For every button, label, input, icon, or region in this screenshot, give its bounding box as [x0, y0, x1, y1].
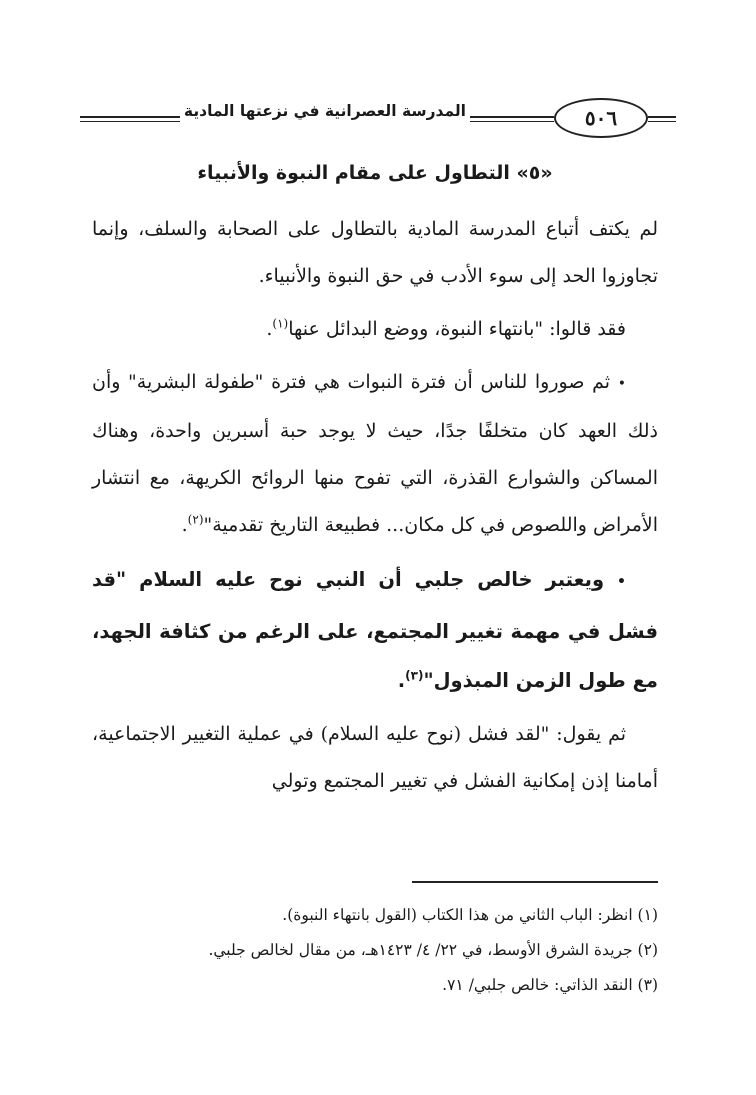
footnote-separator	[412, 881, 658, 883]
footnote-ref-1[interactable]: (١)	[272, 316, 289, 331]
section-heading	[92, 162, 658, 184]
header-rule-left	[80, 116, 180, 118]
footnote-1: (١) انظر: الباب الثاني من هذا الكتاب (القول بانتهاء النبوة).	[282, 906, 658, 924]
footnote-2: (٢) جريدة الشرق الأوسط، في ٢٢/ ٤/ ١٤٢٣هـ، من مقال لخالص جلبي.	[208, 941, 658, 959]
paragraph-2-tail: .	[266, 318, 273, 340]
footnote-ref-2[interactable]: (٢)	[187, 512, 204, 527]
paragraph-4	[92, 555, 658, 705]
paragraph-4-text: ويعتبر خالص جلبي أن النبي نوح عليه السلام "قد فشل في مهمة تغيير المجتمع، على الرغم من كثافة الجهد، مع طول الزمن المبذول"	[92, 568, 658, 692]
paragraph-2	[92, 306, 658, 353]
header-rule-middle-thin	[470, 121, 554, 122]
footnote-3: (٣) النقد الذاتي: خالص جلبي/ ٧١.	[442, 976, 658, 994]
header-rule-left-thin	[80, 121, 180, 122]
paragraph-5: ثم يقول: "لقد فشل (نوح عليه السلام) في عملية التغيير الاجتماعية، أمامنا إذن إمكانية الفشل في تغيير المجتمع وتولي	[92, 723, 658, 792]
header-rule-middle	[470, 116, 554, 118]
header-rule-right	[648, 116, 676, 118]
paragraph-3	[92, 359, 658, 549]
paragraph-4-tail: .	[397, 669, 406, 692]
paragraph-2-text: فقد قالوا: "بانتهاء النبوة، ووضع البدائل عنها	[288, 318, 626, 340]
section-number: «٥»	[516, 162, 553, 184]
paragraph-1: لم يكتف أتباع المدرسة المادية بالتطاول على الصحابة والسلف، وإنما تجاوزوا الحد إلى سوء الأدب في حق النبوة والأنبياء.	[92, 218, 658, 287]
page-number: ٥٠٦	[554, 98, 648, 138]
footnotes	[92, 898, 658, 1003]
section-title: التطاول على مقام النبوة والأنبياء	[197, 162, 510, 184]
running-title: المدرسة العصرانية في نزعتها المادية	[183, 102, 466, 120]
bullet-icon: •	[617, 376, 626, 392]
header-rule-right-thin	[648, 121, 676, 122]
page-header	[80, 92, 676, 144]
page-body	[92, 162, 658, 805]
paragraph-3-text: ثم صوروا للناس أن فترة النبوات هي فترة "طفولة البشرية" وأن ذلك العهد كان متخلفًا جدًا، حيث لا يوجد حبة أسبرين واحدة، وهناك المساكن والشوارع القذرة، التي تفوح منها الروائح الكريهة، مع انتشار الأمراض واللصوص في كل مكان... فطبيعة التاريخ تقدمية"	[92, 371, 658, 536]
footnote-ref-3[interactable]: (٣)	[405, 668, 424, 683]
paragraph-3-tail: .	[181, 514, 188, 536]
bullet-icon: •	[617, 574, 626, 590]
